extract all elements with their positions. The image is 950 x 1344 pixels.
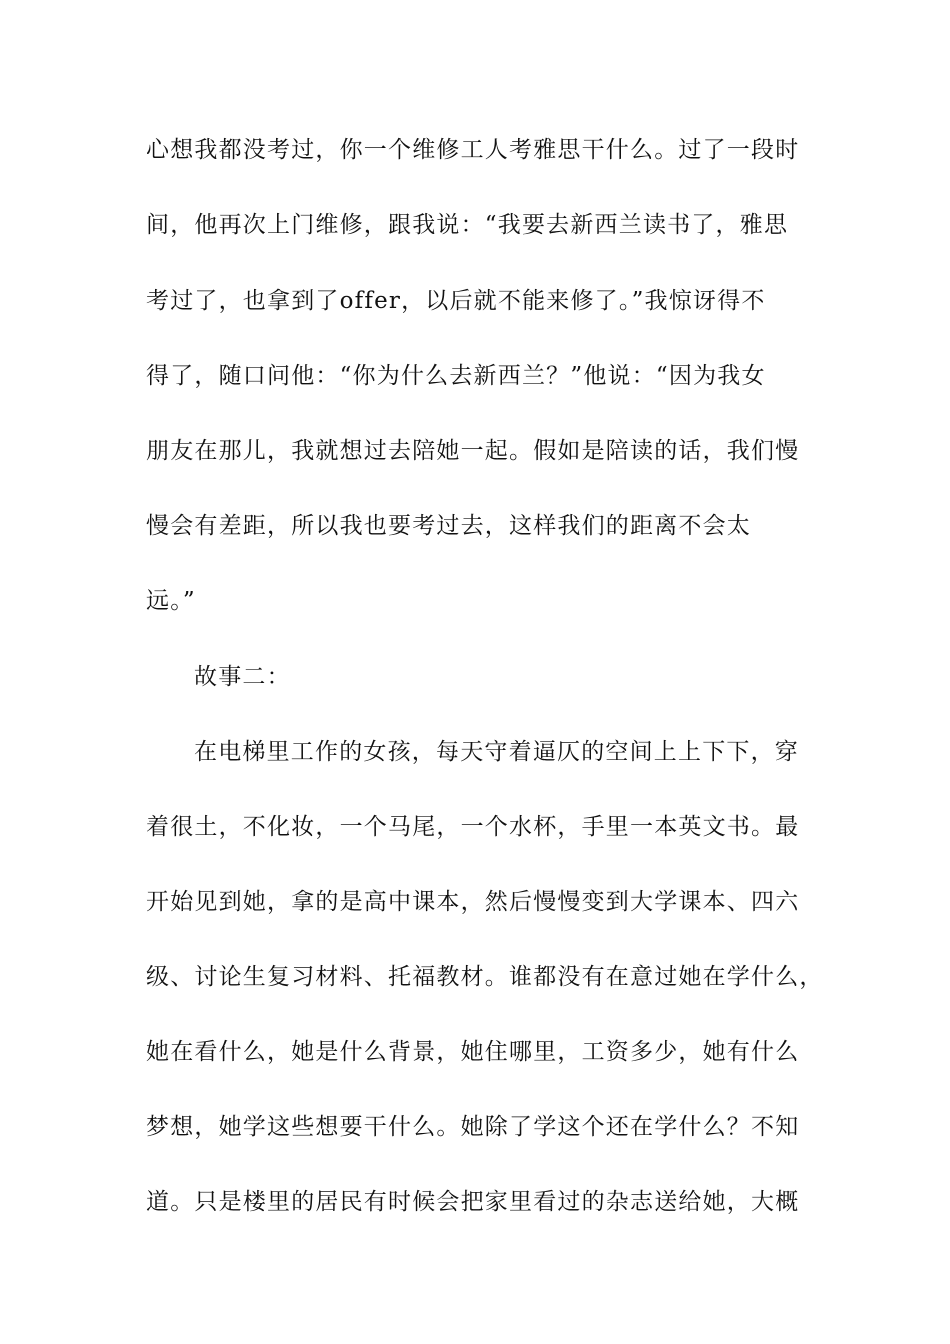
text-line: 间，他再次上门维修，跟我说：“我要去新西兰读书了，雅思	[146, 212, 789, 238]
text-line: 朋友在那儿，我就想过去陪她一起。假如是陪读的话，我们慢	[146, 438, 800, 464]
text-line: 远。”	[146, 588, 196, 614]
text-line: 她在看什么，她是什么背景，她住哪里，工资多少，她有什么	[146, 1039, 800, 1065]
section-heading: 故事二：	[194, 664, 291, 690]
text-line: 慢会有差距，所以我也要考过去，这样我们的距离不会太	[146, 513, 751, 539]
text-line: 得了，随口问他：“你为什么去新西兰？”他说：“因为我女	[146, 363, 766, 389]
text-line: 梦想，她学这些想要干什么。她除了学这个还在学什么？不知	[146, 1114, 800, 1140]
text-line: 级、讨论生复习材料、托福教材。谁都没有在意过她在学什么，	[146, 964, 824, 990]
text-line: 考过了，也拿到了offer，以后就不能来修了。”我惊讶得不	[146, 288, 766, 314]
text-line: 道。只是楼里的居民有时候会把家里看过的杂志送给她，大概	[146, 1189, 800, 1215]
text-line: 开始见到她，拿的是高中课本，然后慢慢变到大学课本、四六	[146, 889, 800, 915]
text-line: 着很土，不化妆，一个马尾，一个水杯，手里一本英文书。最	[146, 814, 800, 840]
text-line: 在电梯里工作的女孩，每天守着逼仄的空间上上下下，穿	[194, 739, 799, 765]
text-line: 心想我都没考过，你一个维修工人考雅思干什么。过了一段时	[146, 137, 800, 163]
